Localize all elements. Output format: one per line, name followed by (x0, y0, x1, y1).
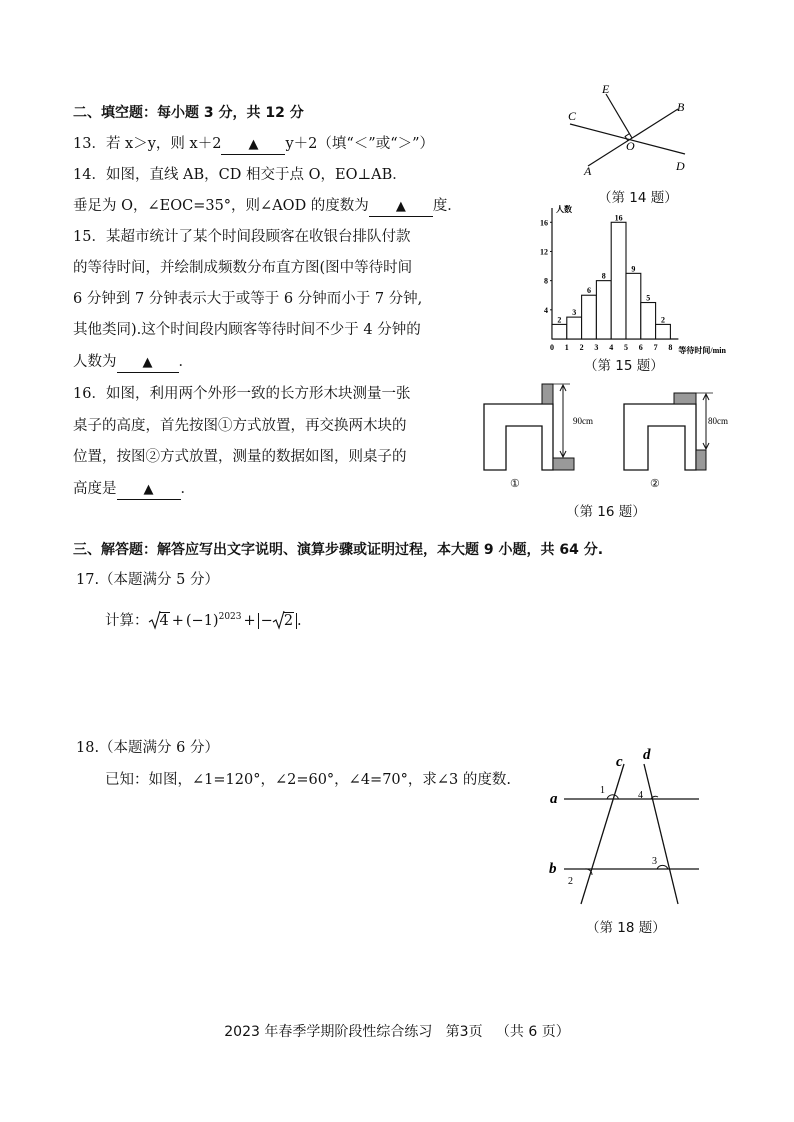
caption-14: （第 14 题） (598, 190, 678, 206)
bar-value-label: 6 (587, 286, 591, 296)
question-15-line2: 的等待时间，并绘制成频数分布直方图(图中等待时间 (73, 260, 413, 276)
bar-value-label: 9 (631, 264, 636, 274)
x-tick-label: 2 (579, 343, 584, 352)
line-d (644, 764, 678, 904)
sqrt-4: 4 (149, 608, 170, 634)
caption-18: （第 18 题） (586, 920, 666, 936)
histogram-bar (626, 273, 641, 339)
block-horizontal-1 (553, 458, 574, 470)
label-b: B (677, 100, 685, 114)
question-15-line1: 15．某超市统计了某个时间段顾客在收银台排队付款 (73, 229, 411, 245)
figure-14 (560, 82, 700, 182)
x-tick-label: 3 (594, 343, 599, 352)
y-tick-label: 16 (540, 218, 548, 228)
q15-blank-marker: ▲ (142, 355, 153, 370)
histogram-bar (596, 281, 611, 339)
section-2-heading: 二、填空题：每小题 3 分，共 12 分 (73, 105, 304, 121)
line-ab (588, 109, 678, 166)
bar-value-label: 16 (614, 213, 623, 223)
question-16-line3: 位置，按图②方式放置，测量的数据如图，则桌子的 (73, 449, 407, 465)
label-c: C (568, 109, 577, 123)
question-15-line4: 其他类同).这个时间段内顾客等待时间不少于 4 分钟的 (73, 322, 421, 338)
bar-value-label: 2 (661, 315, 665, 325)
bar-value-label: 5 (646, 293, 651, 303)
caption-16: （第 16 题） (566, 504, 646, 520)
label-d: d (643, 747, 651, 763)
angle-4-label: 4 (638, 790, 643, 801)
question-16-line4 (73, 479, 195, 500)
measure-90cm: 90cm (573, 416, 593, 426)
label-o: O (626, 139, 635, 153)
q14-blank-marker: ▲ (395, 199, 406, 214)
y-tick-label: 8 (544, 276, 548, 286)
histogram-bar (582, 295, 597, 339)
histogram-bar (656, 324, 671, 339)
abs-value: − 2 (258, 613, 297, 629)
expr-end: . (297, 612, 302, 629)
q14-line2-prefix: 垂足为 O，∠EOC=35°，则∠AOD 的度数为 (73, 198, 369, 214)
q16-blank-marker: ▲ (143, 482, 154, 497)
q13-suffix: y＋2（填“＜”或“＞”） (285, 136, 435, 152)
plus-2: + (243, 612, 256, 629)
histogram-chart (534, 198, 744, 358)
block-horizontal-2 (674, 393, 696, 404)
q14-answer-blank[interactable] (369, 197, 433, 217)
angle-2-label: 2 (568, 876, 573, 887)
q16-line4-suffix: ． (180, 481, 195, 497)
x-tick-label: 1 (564, 343, 569, 352)
q13-prefix: 13．若 x＞y，则 x＋2 (73, 136, 222, 152)
histogram-bar (611, 222, 626, 339)
q15-line5-suffix: ． (178, 354, 193, 370)
x-tick-label: 8 (668, 343, 673, 352)
sqrt-2: 2 (273, 608, 294, 634)
angle-1-label: 1 (600, 785, 605, 796)
bar-value-label: 2 (557, 315, 562, 325)
page-footer: 2023 年春季学期阶段性综合练习 第3页 （共 6 页） (224, 1024, 570, 1040)
section-3-heading: 三、解答题：解答应写出文字说明、演算步骤或证明过程，本大题 9 小题，共 64 分. (73, 542, 604, 558)
block-vertical-1 (542, 384, 553, 404)
x-axis-label: 等待时间/min (678, 346, 726, 355)
q15-line5-prefix: 人数为 (73, 354, 117, 370)
block-vertical-2 (696, 450, 706, 470)
bar-value-label: 3 (572, 308, 577, 318)
histogram-bar (567, 317, 582, 339)
question-16-line2: 桌子的高度，首先按图①方式放置，再交换两木块的 (73, 418, 407, 434)
plus-1: + (171, 612, 184, 629)
y-tick-label: 4 (544, 305, 548, 315)
x-tick-label: 6 (638, 343, 643, 352)
q13-blank-marker: ▲ (248, 137, 259, 152)
figure-16 (478, 382, 728, 494)
measure-80cm: 80cm (708, 416, 728, 426)
exponent-2023: 2023 (218, 612, 242, 622)
question-14-line2 (73, 196, 462, 217)
angle-3-label: 3 (652, 856, 657, 867)
setup-label-1: ① (510, 478, 520, 490)
label-a: A (584, 164, 592, 178)
q16-line4-prefix: 高度是 (73, 481, 117, 497)
question-13 (73, 134, 434, 155)
caption-15: （第 15 题） (584, 358, 664, 374)
histogram-bar (641, 303, 656, 339)
label-e: E (602, 82, 610, 96)
q15-answer-blank[interactable] (117, 353, 179, 373)
table-2 (624, 404, 696, 470)
question-16-line1: 16．如图，利用两个外形一致的长方形木块测量一张 (73, 386, 411, 402)
histogram-bar (552, 324, 567, 339)
label-c: c (616, 754, 623, 770)
label-a: a (550, 791, 558, 807)
neg-one: (−1) (185, 612, 219, 629)
x-tick-label: 7 (653, 343, 658, 352)
y-axis-label: 人数 (556, 205, 572, 214)
label-b: b (549, 861, 557, 877)
setup-1 (484, 384, 593, 490)
label-d: D (676, 159, 685, 173)
ray-eo (606, 94, 632, 138)
question-15-line5 (73, 352, 193, 373)
q13-answer-blank[interactable] (221, 135, 285, 155)
q16-answer-blank[interactable] (117, 480, 181, 500)
x-tick-label: 0 (550, 343, 554, 352)
q17-expression (105, 604, 302, 634)
q18-title: 18.（本题满分 6 分） (76, 740, 220, 756)
x-tick-label: 4 (609, 343, 614, 352)
table-1 (484, 404, 553, 470)
q17-title: 17.（本题满分 5 分） (76, 572, 220, 588)
bar-value-label: 8 (601, 271, 606, 281)
setup-2 (624, 393, 728, 490)
question-15-line3: 6 分钟到 7 分钟表示大于或等于 6 分钟而小于 7 分钟, (73, 291, 423, 307)
figure-18 (544, 742, 709, 912)
setup-label-2: ② (650, 478, 660, 490)
question-14-line1: 14．如图，直线 AB，CD 相交于点 O，EO⊥AB． (73, 167, 407, 183)
q17-label: 计算： (105, 612, 149, 629)
y-tick-label: 12 (540, 247, 548, 257)
q18-text: 已知：如图，∠1=120°，∠2=60°，∠4=70°，求∠3 的度数. (105, 772, 511, 788)
q14-line2-suffix: 度． (432, 198, 462, 214)
x-tick-label: 5 (624, 343, 628, 352)
